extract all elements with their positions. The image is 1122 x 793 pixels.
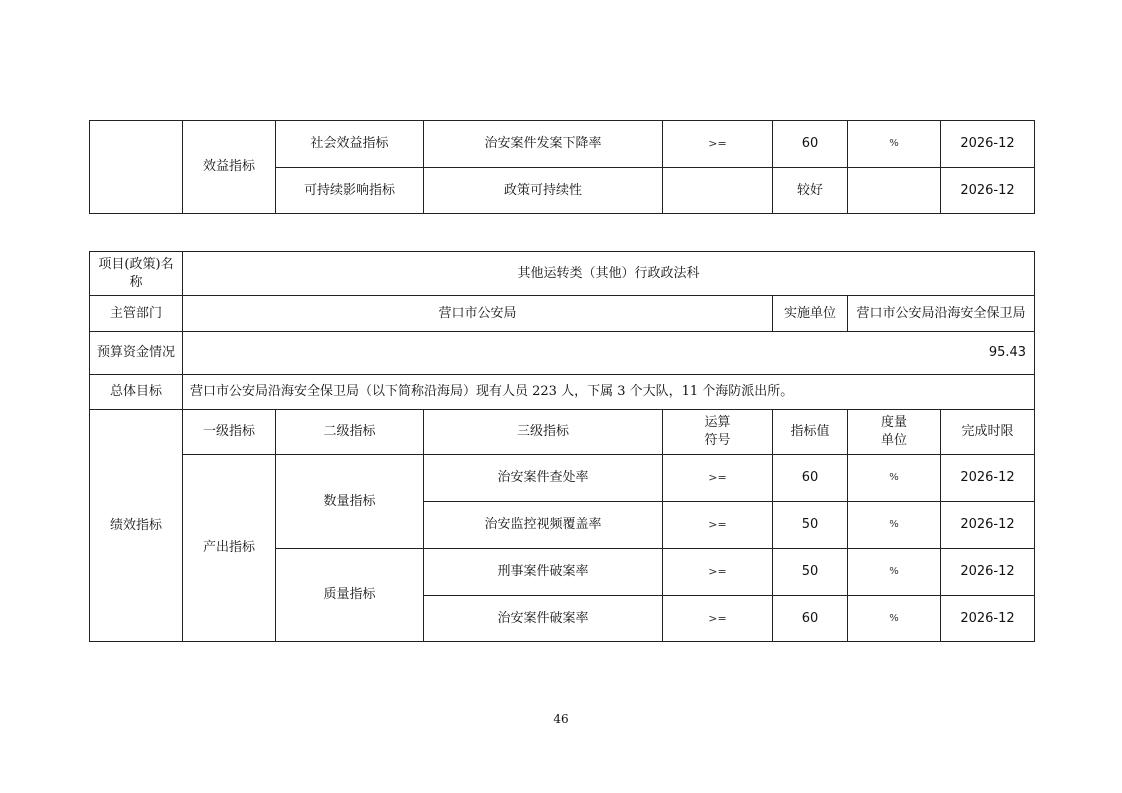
impl-value: 营口市公安局沿海安全保卫局 bbox=[848, 296, 1035, 332]
level3-cell: 政策可持续性 bbox=[424, 168, 663, 214]
perf-label: 绩效指标 bbox=[90, 410, 183, 642]
level2-cell: 可持续影响指标 bbox=[276, 168, 424, 214]
project-name-value: 其他运转类（其他）行政政法科 bbox=[183, 252, 1035, 296]
value-cell: 60 bbox=[773, 455, 848, 502]
deadline-cell: 2026-12 bbox=[941, 121, 1035, 168]
level3-cell: 治安案件发案下降率 bbox=[424, 121, 663, 168]
deadline-cell: 2026-12 bbox=[941, 168, 1035, 214]
header-deadline: 完成时限 bbox=[941, 410, 1035, 455]
unit-cell: % bbox=[848, 121, 941, 168]
header-value: 指标值 bbox=[773, 410, 848, 455]
unit-cell bbox=[848, 168, 941, 214]
level2-quality: 质量指标 bbox=[276, 549, 424, 642]
operator-cell: >= bbox=[663, 502, 773, 549]
goal-value: 营口市公安局沿海安全保卫局（以下简称沿海局）现有人员 223 人，下属 3 个大队，11 个海防派出所。 bbox=[183, 375, 1035, 410]
benefit-indicator-table bbox=[89, 120, 1035, 214]
budget-label: 预算资金情况 bbox=[90, 332, 183, 375]
deadline-cell: 2026-12 bbox=[941, 549, 1035, 596]
header-unit: 度量单位 bbox=[848, 410, 941, 455]
unit-cell: % bbox=[848, 596, 941, 642]
level1-benefit: 效益指标 bbox=[183, 121, 276, 214]
operator-cell: >= bbox=[663, 596, 773, 642]
header-level2: 二级指标 bbox=[276, 410, 424, 455]
unit-cell: % bbox=[848, 502, 941, 549]
project-name-label: 项目(政策)名称 bbox=[90, 252, 183, 296]
operator-cell: >= bbox=[663, 549, 773, 596]
level3-cell: 刑事案件破案率 bbox=[424, 549, 663, 596]
unit-cell: % bbox=[848, 549, 941, 596]
value-cell: 60 bbox=[773, 121, 848, 168]
header-operator: 运算符号 bbox=[663, 410, 773, 455]
blank-cell bbox=[90, 121, 183, 214]
header-level1: 一级指标 bbox=[183, 410, 276, 455]
deadline-cell: 2026-12 bbox=[941, 502, 1035, 549]
value-cell: 60 bbox=[773, 596, 848, 642]
deadline-cell: 2026-12 bbox=[941, 596, 1035, 642]
unit-cell: % bbox=[848, 455, 941, 502]
level3-cell: 治安案件破案率 bbox=[424, 596, 663, 642]
dept-value: 营口市公安局 bbox=[183, 296, 773, 332]
level2-quantity: 数量指标 bbox=[276, 455, 424, 549]
operator-cell bbox=[663, 168, 773, 214]
page-number: 46 bbox=[553, 712, 569, 726]
dept-label: 主管部门 bbox=[90, 296, 183, 332]
operator-cell: >= bbox=[663, 455, 773, 502]
impl-label: 实施单位 bbox=[773, 296, 848, 332]
level3-cell: 治安案件查处率 bbox=[424, 455, 663, 502]
value-cell: 50 bbox=[773, 549, 848, 596]
output-label: 产出指标 bbox=[183, 455, 276, 642]
value-cell: 50 bbox=[773, 502, 848, 549]
operator-cell: >= bbox=[663, 121, 773, 168]
project-performance-table bbox=[89, 251, 1035, 642]
budget-value: 95.43 bbox=[183, 332, 1035, 375]
value-cell: 较好 bbox=[773, 168, 848, 214]
level2-cell: 社会效益指标 bbox=[276, 121, 424, 168]
goal-label: 总体目标 bbox=[90, 375, 183, 410]
header-level3: 三级指标 bbox=[424, 410, 663, 455]
level3-cell: 治安监控视频覆盖率 bbox=[424, 502, 663, 549]
deadline-cell: 2026-12 bbox=[941, 455, 1035, 502]
